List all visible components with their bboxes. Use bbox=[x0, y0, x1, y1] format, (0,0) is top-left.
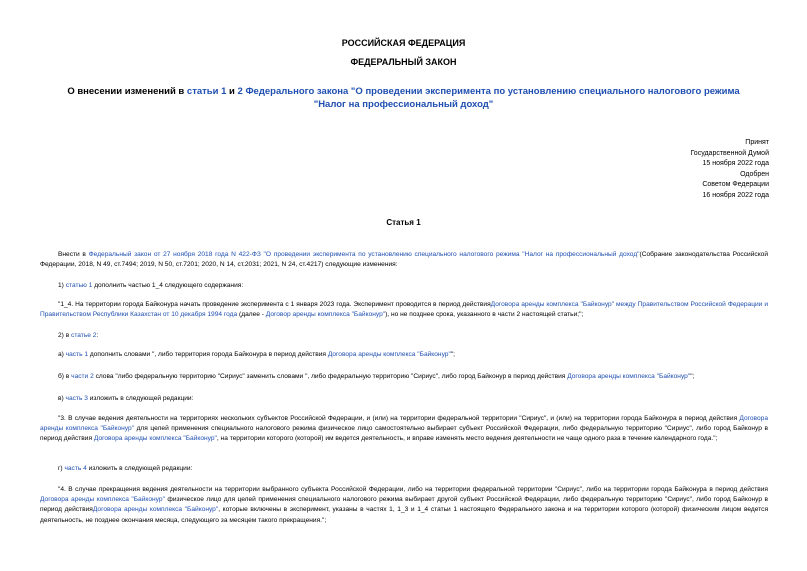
quote-part-4-link-b[interactable]: Договора аренды комплекса "Байконур" bbox=[92, 506, 219, 514]
item-2a-prefix: а) bbox=[58, 351, 66, 358]
title-link-law[interactable]: Федерального закона "О проведении эксперимента по установлению специального налогового режима "Налог на профессиональный доход" bbox=[245, 86, 740, 110]
item-2b-end: "; bbox=[690, 373, 695, 380]
item-2-text: : bbox=[96, 332, 99, 339]
item-2a-link-treaty[interactable]: Договора аренды комплекса "Байконур" bbox=[327, 351, 451, 358]
federation-heading: РОССИЙСКАЯ ФЕДЕРАЦИЯ bbox=[341, 38, 466, 48]
title-link-article-2[interactable]: 2 bbox=[237, 86, 243, 97]
item-2b-prefix: б) в bbox=[58, 373, 72, 380]
quote-1-4-link-treaty[interactable]: Договора аренды комплекса "Байконур" между Правительством Российской Федерации и Правительством Республики Казахстан от 10 декабря 1994 года bbox=[40, 301, 768, 319]
item-2d bbox=[40, 464, 768, 474]
quote-1-4 bbox=[40, 300, 768, 320]
item-2b-text: слова "либо федеральную территорию "Сириус" заменить словами ", либо федеральную территорию "Сириус", либо город Байконур в период действия bbox=[93, 373, 568, 380]
item-2a-end: "; bbox=[450, 351, 455, 358]
item-1-text: дополнить частью 1_4 следующего содержания: bbox=[92, 282, 244, 289]
item-2d-link[interactable]: часть 4 bbox=[64, 465, 87, 472]
intro-paragraph bbox=[40, 250, 768, 270]
item-2a-link-part[interactable]: часть 1 bbox=[65, 351, 89, 358]
quote-part-3-link-a[interactable]: Договора аренды комплекса "Байконур" bbox=[40, 415, 768, 433]
approved-label: Одобрен bbox=[740, 170, 769, 178]
intro-text-start: Внести в bbox=[58, 251, 89, 258]
item-2b-link-treaty[interactable]: Договора аренды комплекса "Байконур" bbox=[567, 373, 691, 380]
item-2c-link[interactable]: часть 3 bbox=[65, 395, 88, 402]
title-prefix: О внесении изменений в bbox=[67, 86, 187, 97]
item-2d-prefix: г) bbox=[58, 465, 65, 472]
approved-date: 16 ноября 2022 года bbox=[702, 191, 769, 199]
article-heading: Статья 1 bbox=[386, 218, 421, 227]
item-2c-prefix: в) bbox=[58, 395, 66, 402]
quote-1-4-link-short[interactable]: Договор аренды комплекса "Байконур" bbox=[265, 311, 386, 319]
intro-law-link[interactable]: Федеральный закон от 27 ноября 2018 года N 422-ФЗ "О проведении эксперимента по установлению специального налогового режима "Налог на профессиональный доход" bbox=[88, 251, 640, 258]
quote-part-4-link-a[interactable]: Договора аренды комплекса "Байконур" bbox=[40, 496, 165, 504]
quote-part-3 bbox=[40, 414, 768, 445]
quote-1-4-text-c: ), но не позднее срока, указанного в части 2 настоящей статьи;"; bbox=[385, 311, 584, 319]
quote-part-3-text-b: для целей применения специального налогового режима физическое лицо самостоятельно выбирает субъект Российской Федерации, либо федеральную территорию "Сириус", либо город Байконур в период действия bbox=[40, 425, 769, 443]
quote-1-4-text-b: (далее - bbox=[237, 311, 266, 319]
quote-part-3-text-a: "3. В случае ведения деятельности на территориях нескольких субъектов Российской Федерации, и (или) на территории федеральной территории "Сириус", и (или) на территории города Байконура в период действия bbox=[58, 415, 740, 422]
law-title bbox=[60, 86, 747, 111]
law-type-heading: ФЕДЕРАЛЬНЫЙ ЗАКОН bbox=[350, 57, 457, 67]
quote-part-4-text-c: , которые включены в эксперимент, указаны в частях 1, 1_3 и 1_4 статьи 1 настоящего Федерального закона и на территории которого (которой) физическим лицом ведется деятельность, не позднее окончания месяца, следующего за месяцем такого прекращения."; bbox=[40, 506, 769, 524]
item-2 bbox=[40, 331, 768, 341]
item-2-prefix: 2) в bbox=[58, 332, 72, 339]
item-2a-text: дополнить словами ", либо территория города Байконура в период действия bbox=[88, 351, 328, 358]
item-2-link[interactable]: статье 2 bbox=[71, 332, 97, 339]
item-2b-link-part[interactable]: части 2 bbox=[71, 373, 94, 380]
quote-part-4-text-b: физическое лицо для целей применения специального налогового режима выбирает другой субъект Российской Федерации, либо федеральную территорию "Сириус", либо город Байконур в период действия bbox=[40, 496, 768, 514]
title-and: и bbox=[226, 86, 238, 97]
item-2d-text: изложить в следующей редакции: bbox=[86, 465, 193, 472]
item-2c bbox=[40, 394, 768, 404]
state-duma-label: Государственной Думой bbox=[690, 149, 769, 157]
intro-text-end: (Собрание законодательства Российской Федерации, 2018, N 49, ст.7494; 2019, N 50, ст.7201; 2020, N 14, ст.2031; 2021, N 24, ст.4217) следующие изменения: bbox=[40, 251, 768, 269]
item-1-link[interactable]: статью 1 bbox=[65, 282, 93, 289]
item-1 bbox=[40, 281, 768, 291]
item-2a bbox=[40, 350, 768, 360]
item-1-prefix: 1) bbox=[58, 282, 66, 289]
accepted-date: 15 ноября 2022 года bbox=[702, 160, 769, 168]
title-link-article-1[interactable]: статьи 1 bbox=[186, 86, 227, 97]
quote-part-4-text-a: "4. В случае прекращения ведения деятельности на территории выбранного субъекта Российской Федерации, либо на территории федеральной территории "Сириус", либо на территории города Байконура в период действия bbox=[58, 486, 768, 493]
quote-part-4 bbox=[40, 485, 768, 526]
item-2b bbox=[40, 372, 768, 382]
quote-part-3-link-b[interactable]: Договора аренды комплекса "Байконур" bbox=[93, 435, 217, 443]
quote-1-4-text-a: "1_4. На территории города Байконура начать проведение эксперимента с 1 января 2023 года. Эксперимент проводится в период действия bbox=[58, 301, 491, 308]
acceptance-block bbox=[690, 138, 769, 202]
item-2c-text: изложить в следующей редакции: bbox=[87, 395, 194, 402]
quote-part-3-text-c: , на территории которого (которой) им ведется деятельность, и вправе изменять место ведения деятельности не чаще одного раза в течение календарного года."; bbox=[216, 435, 718, 443]
accepted-label: Принят bbox=[745, 139, 769, 146]
federation-council-label: Советом Федерации bbox=[702, 181, 769, 189]
